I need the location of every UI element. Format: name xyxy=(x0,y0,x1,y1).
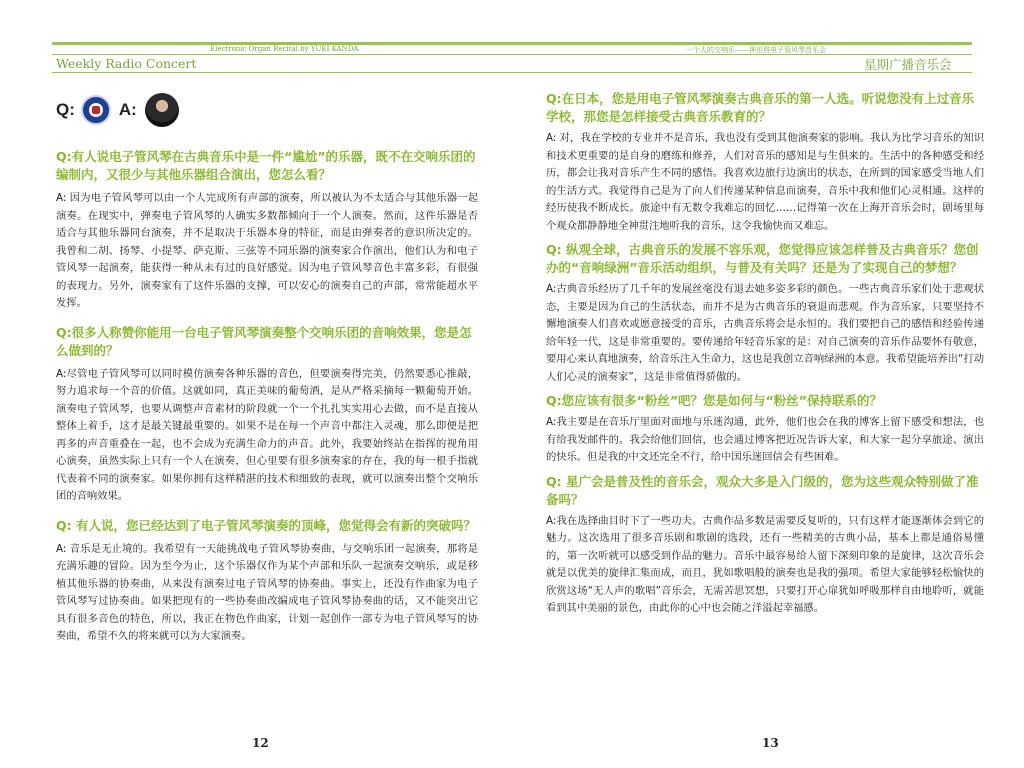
qa-block xyxy=(546,473,984,618)
answer: A:我在选择曲目时下了一些功夫。古典作品多数是需要反复听的，只有这样才能逐渐体会到它的魅力。这次选用了很多音乐剧和歌剧的选段，还有一些精美的古典小品，基本上都是通俗易懂的，第一次听就可以感受到作品的魅力。音乐中最容易给人留下深刻印象的是旋律，这次音乐会就是以优美的旋律汇集而成，而且，犹如歌唱般的演奏也是我的强项。希望大家能够轻松愉快的欣赏这场“无人声的歌唱”音乐会，无需苦思冥想，只要打开心扉犹如呼吸那样自由地聆听，就能看到其中美丽的景色，由此你的心中也会随之洋溢起幸福感。 xyxy=(546,514,984,614)
header-rule-bottom xyxy=(52,72,512,73)
question: Q: 星广会是普及性的音乐会，观众大多是入门级的，您为这些观众特别做了准备吗？ xyxy=(546,473,979,507)
question: Q:您应该有很多“粉丝”吧？您是如何与“粉丝”保持联系的？ xyxy=(546,393,882,408)
header-right-title: 星期广播音乐会 xyxy=(864,57,952,72)
qa-intro xyxy=(56,92,179,128)
header-program-cn: 一个人的交响乐——神田将电子管风琴音乐会 xyxy=(686,46,826,54)
performer-avatar xyxy=(145,93,179,127)
right-page xyxy=(512,0,1024,768)
qa-block xyxy=(56,148,478,313)
answer: A: 对，我在学校的专业并不是音乐，我也没有受到其他演奏家的影响。我认为比学习音乐的知识和技术更重要的是自身的磨练和修养，人们对音乐的感知是与生俱来的。生活中的各种感受和经历，都会让我对音乐产生不同的感悟。我喜欢边旅行边演出的状态，在所到的国家感受当地人们的生活方式。我觉得自己是为了向人们传递某种信息而演奏，音乐中我和他们心灵相通。这样的经历使我不断成长。旅途中有无数令我难忘的回忆……记得第一次在上海开音乐会时，剧场里每个观众都静静地全神贯注地听我的音乐，这令我愉快而又难忘。 xyxy=(546,132,984,232)
answer: A: 因为电子管风琴可以由一个人完成所有声部的演奏，所以被认为不太适合与其他乐器一起演奏。在现实中，弹奏电子管风琴的人确实多数都倾向于一个人演奏。然而，这件乐器是否适合与其他乐器同台演奏，并不是取决于乐器本身的特征，而是由弹奏者的意识所决定的。我曾和二胡、扬琴、小提琴、萨克斯、三弦等不同乐器的演奏家合作演出，他们认为和电子管风琴一起演奏，能获得一种从未有过的良好感觉。因为电子管风琴音色丰富多彩，有很强的表现力。另外，演奏家有了这件乐器的支撑，可以安心的演奏自己的声部，常常能超水平发挥。 xyxy=(56,192,478,309)
answer: A: 音乐是无止境的。我希望有一天能挑战电子管风琴协奏曲，与交响乐团一起演奏，那将是充满乐趣的冒险。因为至今为止，这个乐器仅作为某个声部和乐队一起演奏交响乐，或是移植其他乐器的协奏曲，从来没有演奏过电子管风琴的协奏曲。事实上，还没有作曲家为电子管风琴写过协奏曲。如果把现有的一些协奏曲改编成电子管风琴协奏曲的话，又不能突出它具有很多音色的特色，所以，我正在物色作曲家，计划一起创作一部专为电子管风琴写的协奏曲，希望不久的将来就可以为大家演奏。 xyxy=(56,542,478,642)
header-rule-middle xyxy=(52,54,512,55)
question: Q:有人说电子管风琴在古典音乐中是一件“尴尬”的乐器，既不在交响乐团的编制内，又很少与其他乐器组合演出，您怎么看？ xyxy=(56,149,476,182)
page-number-right: 13 xyxy=(762,736,779,750)
page-number-left: 12 xyxy=(252,736,269,750)
answer: A:古典音乐经历了几千年的发展丝毫没有退去她多姿多彩的颜色。一些古典音乐家们处于悲观状态，主要是因为自己的生活状态，而并不是为古典音乐的衰退而悲观。作为音乐家，只要坚持不懈地演奏人们喜欢或愿意接受的音乐，古典音乐将会是永恒的。我们要把自己的感悟和经验传递给年轻一代，这是非常重要的。要传递给年轻音乐家的是：对自己演奏的音乐作品要怀有敬意，要用心来认真地演奏，给音乐注入生命力，这也是我创立音响绿洲的本意。我希望能培养出“打动人们心灵的演奏家”，这是非常值得骄傲的。 xyxy=(546,283,984,383)
radio-station-logo-icon xyxy=(81,95,111,125)
qa-block xyxy=(546,241,984,386)
question: Q: 纵观全球，古典音乐的发展不容乐观，您觉得应该怎样普及古典音乐？您创办的“音响绿洲”音乐活动组织，与普及有关吗？还是为了实现自己的梦想？ xyxy=(546,242,979,275)
header-left-title: Weekly Radio Concert xyxy=(56,56,197,71)
qa-block xyxy=(56,324,478,506)
question: Q:很多人称赞你能用一台电子管风琴演奏整个交响乐团的音响效果，您是怎么做到的？ xyxy=(56,324,472,358)
q-marker: Q: xyxy=(56,100,75,119)
answer: A:尽管电子管风琴可以同时模仿演奏各种乐器的音色，但要演奏得完美，仍然要悉心推敲，努力追求每一个音的价值。这就如同，真正美味的葡萄酒，是从严格采摘每一颗葡萄开始。演奏电子管风琴，也要从调整声音素材的阶段就一个一个扎扎实实用心去做，而不是直接从整体上着手，这才是最关键最重要的。如果不是在每一个声音中都注入灵魂，那么即便是把再多的声音重叠在一起，也不会成为充满生命力的声音。此外，我要始终站在指挥的视角用心演奏，虽然实际上只有一个人在演奏，但心里要有很多演奏家的存在，我的每一根手指就代表着不同的演奏家。如果你拥有这样精湛的技术和细致的表现，就可以演奏出整个交响乐团的音响效果。 xyxy=(56,367,478,502)
header-program-en: Electronic Organ Recital by YUKI KANDA xyxy=(210,45,359,53)
answer: A:我主要是在音乐厅里面对面地与乐迷沟通，此外，他们也会在我的博客上留下感受和想法，也有给我发邮件的。我会给他们回信，也会通过博客把近况告诉大家，和大家一起分享旅途、演出的快乐。但是我的中文还完全不行，给中国乐迷回信会有些困难。 xyxy=(546,416,984,463)
left-column xyxy=(56,148,478,657)
qa-block xyxy=(546,392,984,467)
qa-block xyxy=(546,90,984,235)
right-column xyxy=(546,90,984,624)
question: Q:在日本，您是用电子管风琴演奏古典音乐的第一人选。听说您没有上过音乐学校，那您是怎样接受古典音乐教育的？ xyxy=(546,91,975,124)
question: Q: 有人说，您已经达到了电子管风琴演奏的顶峰，您觉得会有新的突破吗？ xyxy=(56,517,476,533)
a-marker: A: xyxy=(118,100,137,119)
qa-block xyxy=(56,517,478,646)
